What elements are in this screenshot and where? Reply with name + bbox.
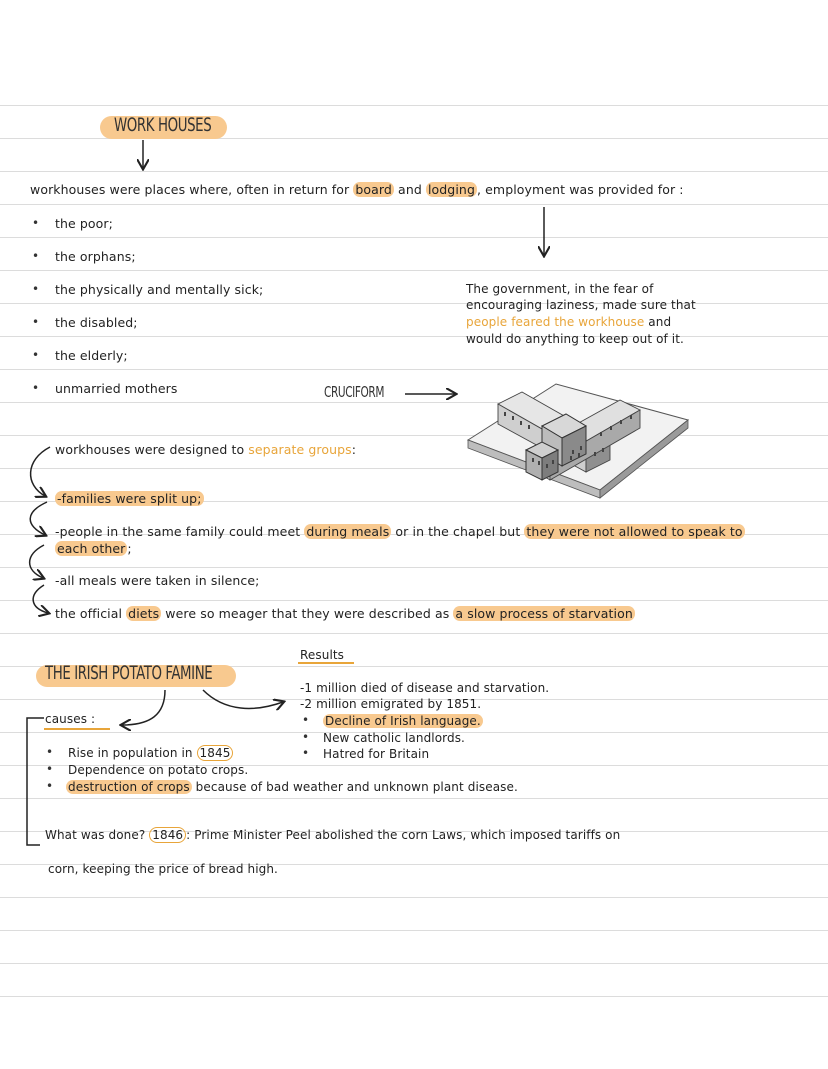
separate-curve-3 [30,545,44,578]
workhouses-heading: WORK HOUSES [114,114,212,136]
diets-line [55,606,635,622]
results-underline [298,662,354,664]
result-bullet: • [302,730,310,744]
government-line-4: would do anything to keep out of it. [466,332,684,346]
cause-item: Dependence on potato crops. [68,763,249,777]
causes-curve-arrow [122,690,165,725]
list-bullet: • [32,315,40,329]
list-bullet: • [32,381,40,395]
causes-bracket [27,718,44,845]
what-was-done-line-2: corn, keeping the price of bread high. [48,862,278,876]
separate-before: workhouses were designed to [55,442,249,457]
causes-underline [44,728,110,730]
separate-curve-4 [33,585,48,613]
cause-item [68,745,233,761]
intro-board-highlight: board [355,182,392,197]
cause-item [66,779,518,795]
government-line-2: encouraging laziness, made sure that [466,298,696,312]
famine-heading: THE IRISH POTATO FAMINE [45,662,213,684]
separate-after: : [351,442,357,457]
cause-1-text: Rise in population in [68,746,197,760]
cause-bullet: • [46,762,54,776]
workhouses-intro [30,182,684,198]
year-1845-circle: 1845 [197,745,234,761]
government-line-3 [466,314,671,330]
result-item [323,713,483,729]
meals-before: -people in the same family could meet [55,524,305,539]
government-line-3-rest: and [644,315,672,329]
list-item: the orphans; [55,249,136,264]
cause-3-rest: because of bad weather and unknown plant disease. [191,780,518,794]
result-item: Hatred for Britain [323,747,430,761]
result-item: New catholic landlords. [323,731,465,745]
families-line [55,491,204,507]
list-bullet: • [32,216,40,230]
destruction-highlight: destruction of crops [68,780,190,794]
list-item: the poor; [55,216,113,231]
results-label: Results [300,648,345,662]
intro-mid: and [393,182,426,197]
intro-lodging-highlight: lodging [427,182,475,197]
starvation-highlight: a slow process of starvation [455,606,633,621]
result-bullet: • [302,746,310,760]
government-orange-text: people feared the workhouse [466,315,645,329]
causes-label: causes : [45,712,96,726]
workhouse-illustration [460,368,692,506]
result-item: -2 million emigrated by 1851. [300,697,482,711]
diets-highlight: diets [128,606,160,621]
meals-line-2 [55,541,132,557]
result-item: -1 million died of disease and starvation. [300,681,550,695]
during-meals-highlight: during meals [306,524,390,539]
result-bullet: • [302,713,310,727]
cruciform-label: CRUCIFORM [324,383,385,401]
list-bullet: • [32,348,40,362]
families-highlight: -families were split up; [57,491,202,506]
irish-language-highlight: Decline of Irish language. [325,714,481,728]
what-was-done-line [45,827,620,843]
not-allowed-highlight: they were not allowed to speak to [526,524,743,539]
what-was-done-label: What was done? [45,828,146,842]
results-curve-arrow [203,690,283,708]
silence-line: -all meals were taken in silence; [55,573,260,588]
cause-bullet: • [46,745,54,759]
year-1846-circle: 1846 [149,827,186,843]
list-bullet: • [32,249,40,263]
separate-orange-text: separate groups [248,442,352,457]
diets-mid: were so meager that they were described as [161,606,454,621]
what-was-done-text: : Prime Minister Peel abolished the corn Laws, which imposed tariffs on [186,828,621,842]
intro-before: workhouses were places where, often in return for [30,182,354,197]
meals-after: ; [127,541,132,556]
diets-before: the official [55,606,127,621]
each-other-highlight: each other [57,541,126,556]
list-item: the physically and mentally sick; [55,282,264,297]
list-item: the disabled; [55,315,138,330]
meals-line [55,524,745,540]
separate-curve-1 [31,447,50,496]
cause-bullet: • [46,779,54,793]
list-item: unmarried mothers [55,381,178,396]
list-bullet: • [32,282,40,296]
separate-groups-line [55,442,356,458]
intro-after: , employment was provided for : [476,182,684,197]
separate-curve-2 [30,502,47,535]
government-line-1: The government, in the fear of [466,282,654,296]
meals-mid: or in the chapel but [391,524,525,539]
list-item: the elderly; [55,348,128,363]
